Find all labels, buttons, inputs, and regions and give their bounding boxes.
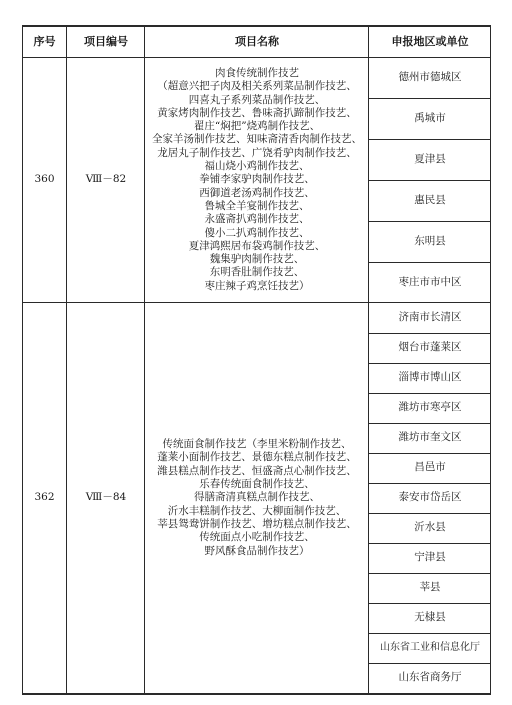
region-cell: 泰安市岱岳区 — [398, 491, 462, 504]
project-name-line: 得膳斋清真糕点制作技艺、 — [194, 491, 320, 504]
project-name-line: 魏集驴肉制作技艺、 — [209, 253, 305, 266]
row-seq: 362 — [34, 491, 55, 504]
project-name-line: 四喜丸子系列菜品制作技艺、 — [188, 93, 326, 106]
header-seq: 序号 — [33, 34, 56, 48]
project-name-line: 野风酥食品制作技艺） — [204, 544, 310, 557]
project-name-line: 福山烧小鸡制作技艺、 — [204, 160, 310, 173]
region-cell: 山东省工业和信息化厅 — [380, 642, 480, 654]
project-name-line: （超意兴把子肉及相关系列菜品制作技艺、 — [157, 80, 357, 93]
project-name-line: 傻小二扒鸡制作技艺、 — [204, 226, 310, 239]
region-cell: 潍坊市寒亭区 — [398, 401, 462, 414]
row-code: Ⅷ－84 — [85, 491, 127, 504]
project-name-line: 潍县糕点制作技艺、恒盛斋点心制作技艺、 — [157, 464, 357, 477]
region-cell: 德州市德城区 — [398, 71, 462, 84]
project-name-line: 肉食传统制作技艺 — [215, 66, 299, 79]
project-name-line: 枣庄辣子鸡烹饪技艺） — [204, 279, 310, 292]
table-bottom-border — [22, 693, 491, 695]
region-cell: 沂水县 — [414, 521, 446, 534]
project-name-line: 翟庄“焖把”烧鸡制作技艺、 — [193, 120, 321, 133]
region-cell: 夏津县 — [414, 153, 446, 166]
region-cell: 山东省商务厅 — [398, 671, 462, 684]
project-name-line: 蓬莱小面制作技艺、景德东糕点制作技艺、 — [157, 451, 357, 464]
region-cell: 淄博市博山区 — [398, 371, 462, 384]
region-cell: 无棣县 — [414, 611, 446, 624]
project-name-line: 传统面食制作技艺（李里米粉制作技艺、 — [162, 438, 352, 451]
project-name-lines — [145, 303, 369, 693]
project-name-line: 东明香肚制作技艺、 — [209, 266, 305, 279]
header-code: 项目编号 — [84, 34, 128, 48]
region-cell: 惠民县 — [414, 194, 446, 207]
project-name-line: 黄家烤肉制作技艺、鲁味斋扒蹄制作技艺、 — [157, 106, 357, 119]
region-cell: 东明县 — [414, 235, 446, 248]
project-name-line: 龙居丸子制作技艺、广饶肴驴肉制作技艺、 — [157, 146, 357, 159]
project-name-line: 夏津鸿熙居布袋鸡制作技艺、 — [188, 239, 326, 252]
region-cell: 昌邑市 — [414, 461, 446, 474]
project-name-line: 鲁城全羊宴制作技艺、 — [204, 199, 310, 212]
project-name-line: 西御道老汤鸡制作技艺、 — [199, 186, 315, 199]
region-cell: 宁津县 — [414, 551, 446, 564]
row-code: Ⅷ－82 — [85, 173, 127, 186]
header-name: 项目名称 — [235, 34, 279, 48]
project-name-line: 沂水丰糕制作技艺、大柳面制作技艺、 — [167, 504, 347, 517]
project-name-lines — [145, 58, 369, 302]
region-cell: 枣庄市市中区 — [398, 275, 462, 288]
region-cell: 烟台市蓬莱区 — [398, 341, 462, 354]
header-region: 申报地区或单位 — [391, 34, 469, 48]
project-name-line: 拳铺李家驴肉制作技艺、 — [199, 173, 315, 186]
project-name-line: 永盛斋扒鸡制作技艺、 — [204, 213, 310, 226]
region-cell: 禹城市 — [414, 112, 446, 125]
heritage-project-table — [22, 25, 491, 694]
region-cell: 莘县 — [419, 581, 441, 594]
project-name-line: 全家羊汤制作技艺、知味斋清香肉制作技艺、 — [152, 133, 362, 146]
region-cell: 济南市长清区 — [398, 311, 462, 324]
project-name-line: 乐春传统面食制作技艺、 — [199, 478, 315, 491]
region-cell: 潍坊市奎文区 — [398, 431, 462, 444]
row-seq: 360 — [34, 173, 55, 186]
project-name-line: 传统面点小吃制作技艺、 — [199, 531, 315, 544]
project-name-line: 莘县鸳鸯饼制作技艺、增坊糕点制作技艺、 — [157, 517, 357, 530]
